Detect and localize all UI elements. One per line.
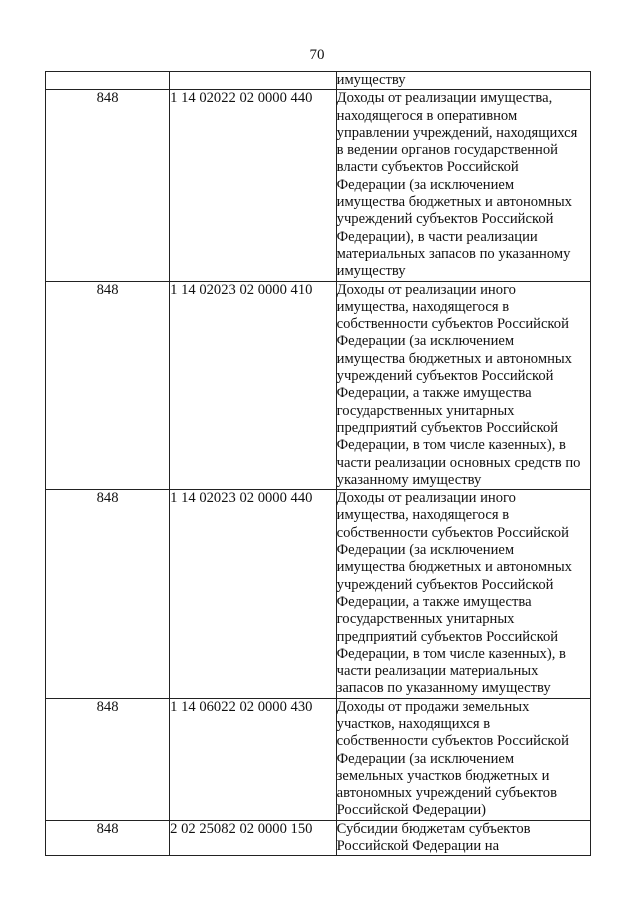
table-row <box>46 90 591 281</box>
description-line: Федерации, а также имущества <box>336 385 532 402</box>
description-line: имуществу <box>336 72 406 88</box>
description-line: Федерации (за исключением <box>336 750 515 767</box>
description-line: Российской Федерации) <box>336 802 486 819</box>
table-body <box>46 72 591 856</box>
description-line: Субсидии бюджетам субъектов <box>336 820 531 837</box>
budget-code-cell: 1 14 06022 02 0000 430 <box>170 698 337 820</box>
table-row <box>46 281 591 490</box>
description-line: находящегося в оперативном <box>336 107 518 124</box>
description-cell <box>336 281 590 490</box>
admin-code-cell: 848 <box>46 698 170 820</box>
description-line: имущества, находящегося в <box>336 507 510 524</box>
description-line: имущества, находящегося в <box>336 298 510 315</box>
budget-code-cell: 1 14 02023 02 0000 440 <box>170 490 337 699</box>
description-line: учреждений субъектов Российской <box>336 368 554 385</box>
description-line: Федерации), в части реализации <box>336 228 538 245</box>
description-line: автономных учреждений субъектов <box>336 785 557 802</box>
description-line: части реализации материальных <box>336 663 539 680</box>
description-line: учреждений субъектов Российской <box>336 576 554 593</box>
admin-code-cell <box>46 72 170 90</box>
description-line: управлении учреждений, находящихся <box>336 124 578 141</box>
table-row <box>46 820 591 856</box>
table-row <box>46 490 591 699</box>
description-line: собственности субъектов Российской <box>336 316 569 333</box>
description-line: участков, находящихся в <box>336 715 491 732</box>
description-cell <box>336 698 590 820</box>
description-line: Доходы от продажи земельных <box>336 698 530 715</box>
description-line: Доходы от реализации имущества, <box>336 90 553 107</box>
description-line: Федерации (за исключением <box>336 542 515 559</box>
table-row <box>46 698 591 820</box>
description-line: собственности субъектов Российской <box>336 733 569 750</box>
description-line: государственных унитарных <box>336 611 515 628</box>
description-line: предприятий субъектов Российской <box>336 419 559 436</box>
description-line: Федерации, в том числе казенных), в <box>336 437 566 454</box>
description-cell <box>336 72 590 90</box>
budget-code-cell: 2 02 25082 02 0000 150 <box>170 820 337 856</box>
description-line: запасов по указанному имуществу <box>336 680 551 697</box>
page-number: 70 <box>309 47 325 63</box>
description-cell <box>336 90 590 281</box>
admin-code-cell: 848 <box>46 490 170 699</box>
description-cell <box>336 820 590 856</box>
description-line: власти субъектов Российской <box>336 159 519 176</box>
description-line: имуществу <box>336 263 406 280</box>
description-line: собственности субъектов Российской <box>336 524 569 541</box>
description-line: Доходы от реализации иного <box>336 281 516 298</box>
budget-codes-table <box>45 71 591 856</box>
description-line: имущества бюджетных и автономных <box>336 559 572 576</box>
description-line: Доходы от реализации иного <box>336 490 516 507</box>
admin-code-cell: 848 <box>46 820 170 856</box>
description-line: имущества бюджетных и автономных <box>336 194 572 211</box>
table-row-continuation <box>46 72 591 90</box>
description-line: государственных унитарных <box>336 402 515 419</box>
budget-code-cell: 1 14 02022 02 0000 440 <box>170 90 337 281</box>
admin-code-cell: 848 <box>46 90 170 281</box>
budget-code-cell <box>170 72 337 90</box>
description-line: Федерации, в том числе казенных), в <box>336 645 566 662</box>
description-line: Федерации, а также имущества <box>336 593 532 610</box>
description-line: в ведении органов государственной <box>336 142 558 159</box>
description-line: имущества бюджетных и автономных <box>336 350 572 367</box>
description-cell <box>336 490 590 699</box>
budget-code-cell: 1 14 02023 02 0000 410 <box>170 281 337 490</box>
admin-code-cell: 848 <box>46 281 170 490</box>
description-line: учреждений субъектов Российской <box>336 211 554 228</box>
description-line: части реализации основных средств по <box>336 454 581 471</box>
description-line: Федерации (за исключением <box>336 176 515 193</box>
description-line: предприятий субъектов Российской <box>336 628 559 645</box>
description-line: материальных запасов по указанному <box>336 245 571 262</box>
description-line: Российской Федерации на <box>336 838 500 855</box>
description-line: Федерации (за исключением <box>336 333 515 350</box>
description-line: земельных участков бюджетных и <box>336 767 550 784</box>
description-line: указанному имуществу <box>336 471 482 488</box>
